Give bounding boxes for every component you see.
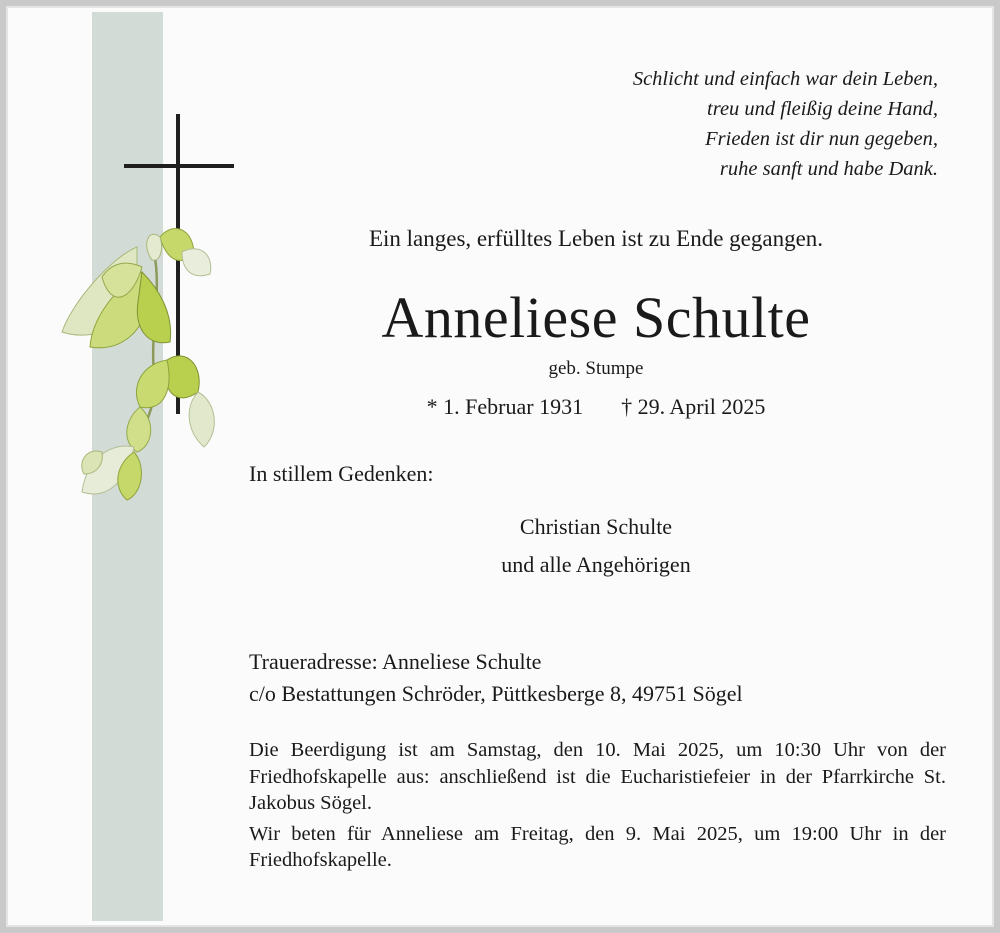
death-date: † 29. April 2025: [621, 394, 766, 419]
mourning-address: [249, 646, 743, 710]
service-info: [249, 737, 946, 878]
address-line: Traueradresse: Anneliese Schulte: [249, 649, 542, 674]
funeral-details: Die Beerdigung ist am Samstag, den 10. Mai 2025, um 10:30 Uhr von der Friedhofskapelle aus: anschließend ist die Eucharistiefeier in der Pfarrkirche St. Jakobus Sögel.: [249, 739, 946, 814]
prayer-details: Wir beten für Anneliese am Freitag, den 9. Mai 2025, um 19:00 Uhr in der Friedhofskapelle.: [249, 822, 946, 871]
poem-line: ruhe sanft und habe Dank.: [719, 158, 938, 180]
maiden-name: geb. Stumpe: [548, 358, 644, 379]
mourners: [246, 508, 946, 584]
mourner-line: Christian Schulte: [519, 514, 673, 539]
address-line: c/o Bestattungen Schröder, Püttkesberge 8, 49751 Sögel: [249, 681, 743, 706]
intro-text: Ein langes, erfülltes Leben ist zu Ende gegangen.: [368, 226, 824, 251]
poem-line: Schlicht und einfach war dein Leben,: [632, 68, 938, 90]
mourner-line: und alle Angehörigen: [501, 552, 691, 577]
memory-heading: In stillem Gedenken:: [249, 461, 434, 486]
ivy-leaves-icon: [62, 229, 214, 500]
poem-line: treu und fleißig deine Hand,: [707, 98, 938, 120]
life-dates: [246, 394, 946, 420]
deceased-name: Anneliese Schulte: [381, 285, 811, 350]
birth-date: * 1. Februar 1931: [426, 394, 584, 419]
cross-and-ivy-decoration: [42, 102, 242, 522]
poem-line: Frieden ist dir nun gegeben,: [705, 128, 938, 150]
poem: [418, 64, 938, 184]
